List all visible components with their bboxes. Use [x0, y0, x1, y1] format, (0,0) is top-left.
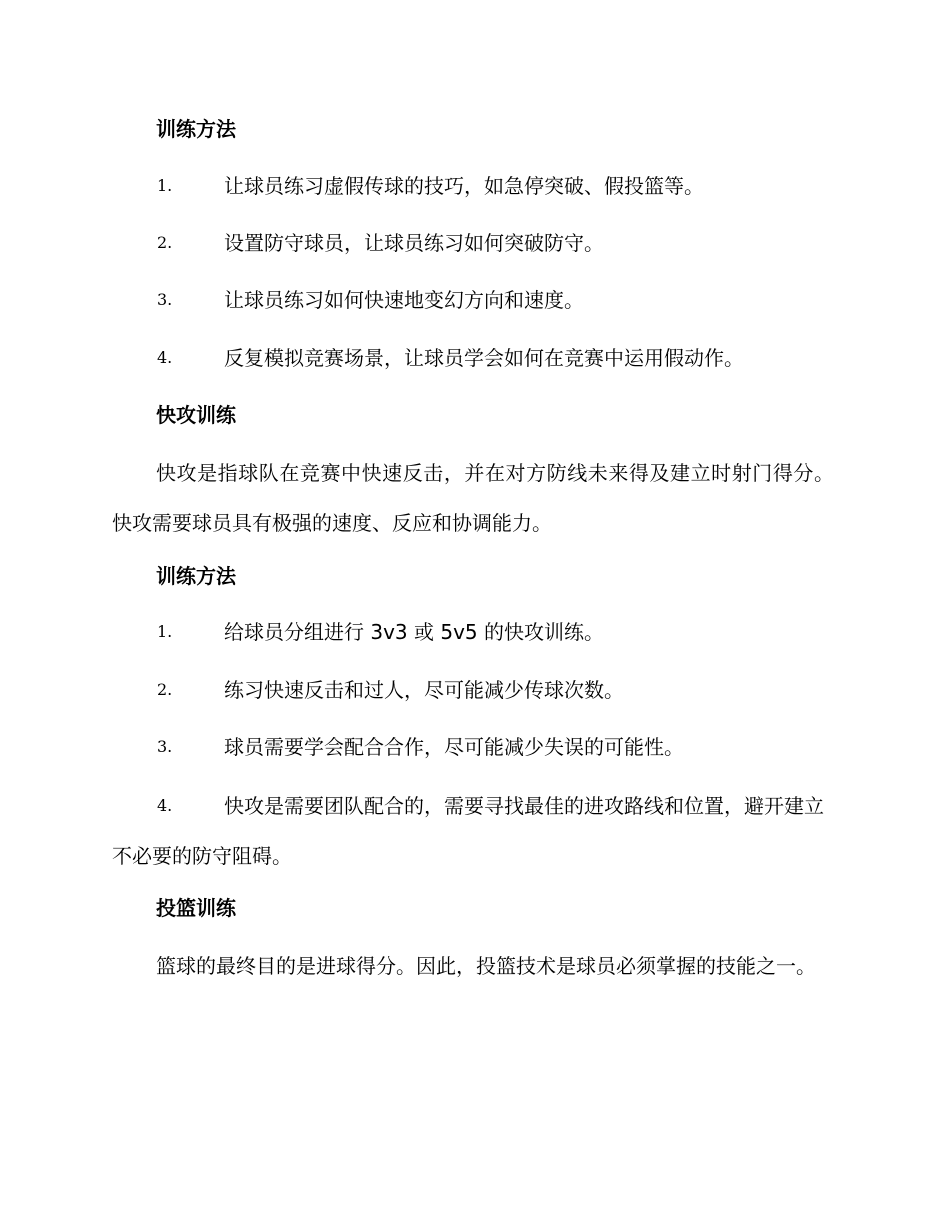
list-item — [0, 229, 950, 257]
list-item — [0, 172, 950, 200]
list-number: 1. — [157, 176, 173, 195]
list-item — [0, 618, 950, 646]
list-text: 让球员练习虚假传球的技巧，如急停突破、假投篮等。 — [224, 174, 704, 198]
paragraph-fast-break: 快攻是指球队在竞赛中快速反击，并在对方防线未来得及建立时射门得分。快攻需要球员具有极强的速度、反应和协调能力。 — [112, 461, 834, 535]
list-number: 2. — [157, 233, 173, 252]
section-heading-fast-break: 快攻训练 — [156, 403, 236, 427]
list-number: 4. — [157, 796, 173, 815]
list-text: 球员需要学会配合合作，尽可能减少失误的可能性。 — [224, 735, 684, 759]
list-text: 设置防守球员，让球员练习如何突破防守。 — [224, 231, 604, 255]
paragraph-shooting: 篮球的最终目的是进球得分。因此，投篮技术是球员必须掌握的技能之一。 — [156, 954, 816, 978]
section-heading-shooting: 投篮训练 — [156, 896, 236, 920]
list-item — [0, 676, 950, 704]
list-text: 练习快速反击和过人，尽可能减少传球次数。 — [224, 678, 624, 702]
list-text: 给球员分组进行 3v3 或 5v5 的快攻训练。 — [224, 620, 604, 644]
list-item — [0, 286, 950, 314]
list-item-wrapped — [112, 781, 834, 881]
list-item — [0, 344, 950, 372]
section-heading-training-methods-1: 训练方法 — [156, 117, 236, 141]
list-number: 3. — [157, 290, 173, 309]
section-heading-training-methods-2: 训练方法 — [156, 564, 236, 588]
list-text: 让球员练习如何快速地变幻方向和速度。 — [224, 288, 584, 312]
list-text: 反复模拟竞赛场景，让球员学会如何在竞赛中运用假动作。 — [224, 346, 744, 370]
list-number: 1. — [157, 622, 173, 641]
list-number: 2. — [157, 680, 173, 699]
list-text: 快攻是需要团队配合的，需要寻找最佳的进攻路线和位置，避开建立不必要的防守阻碍。 — [112, 794, 824, 868]
list-number: 4. — [157, 348, 173, 367]
list-number: 3. — [157, 737, 173, 756]
list-item — [0, 733, 950, 761]
